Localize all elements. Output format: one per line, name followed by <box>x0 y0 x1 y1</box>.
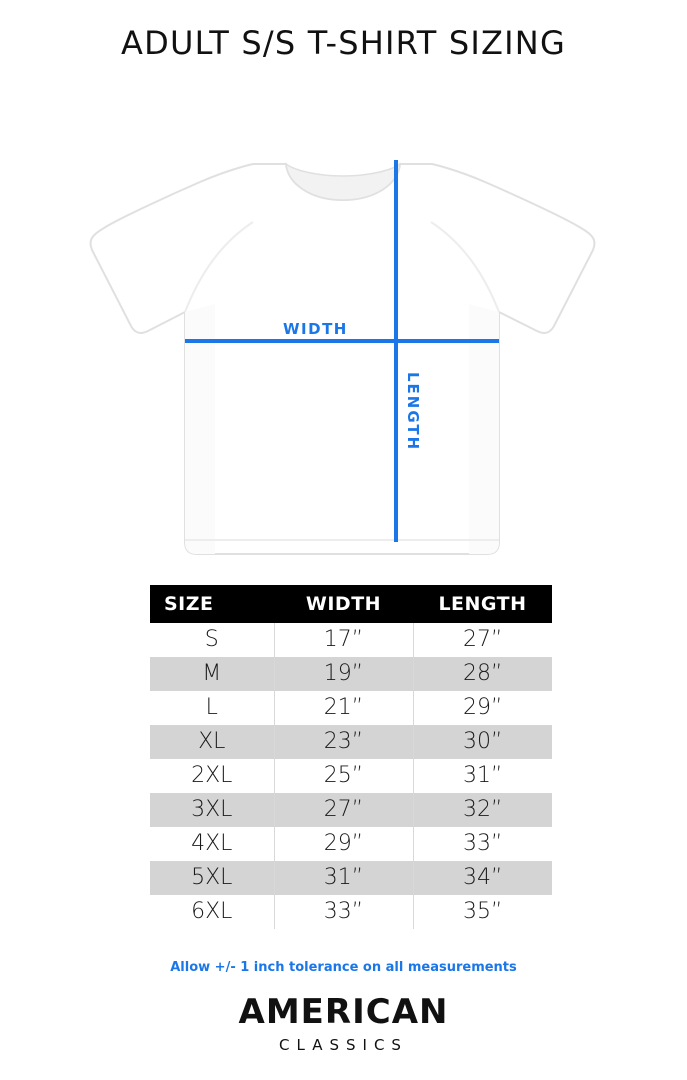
shirt-diagram <box>0 72 687 562</box>
cell-length: 27” <box>413 623 552 657</box>
tshirt-illustration <box>0 72 687 562</box>
cell-length: 28” <box>413 657 552 691</box>
cell-size: 4XL <box>150 827 274 861</box>
table-row <box>150 827 552 861</box>
cell-length: 35” <box>413 895 552 929</box>
cell-width: 31” <box>274 861 413 895</box>
table-row <box>150 623 552 657</box>
cell-width: 29” <box>274 827 413 861</box>
width-label: WIDTH <box>283 320 348 338</box>
cell-length: 33” <box>413 827 552 861</box>
cell-size: 6XL <box>150 895 274 929</box>
cell-width: 33” <box>274 895 413 929</box>
cell-size: M <box>150 657 274 691</box>
cell-size: XL <box>150 725 274 759</box>
cell-length: 34” <box>413 861 552 895</box>
size-table-container <box>150 585 538 929</box>
column-header-length: LENGTH <box>413 585 552 623</box>
brand-name: AMERICAN <box>238 992 449 1032</box>
cell-width: 25” <box>274 759 413 793</box>
table-header-row <box>150 585 552 623</box>
cell-size: 5XL <box>150 861 274 895</box>
table-row <box>150 759 552 793</box>
cell-length: 29” <box>413 691 552 725</box>
table-row <box>150 691 552 725</box>
page-title: ADULT S/S T-SHIRT SIZING <box>121 24 566 62</box>
table-row <box>150 657 552 691</box>
cell-width: 23” <box>274 725 413 759</box>
column-header-width: WIDTH <box>274 585 413 623</box>
cell-size: L <box>150 691 274 725</box>
cell-width: 21” <box>274 691 413 725</box>
brand-subtitle: CLASSICS <box>279 1036 408 1054</box>
cell-width: 17” <box>274 623 413 657</box>
cell-length: 31” <box>413 759 552 793</box>
cell-width: 27” <box>274 793 413 827</box>
cell-size: S <box>150 623 274 657</box>
size-table <box>150 585 552 929</box>
column-header-size: SIZE <box>150 585 274 623</box>
table-row <box>150 861 552 895</box>
cell-width: 19” <box>274 657 413 691</box>
table-row <box>150 895 552 929</box>
cell-length: 30” <box>413 725 552 759</box>
length-label: LENGTH <box>404 372 422 452</box>
tolerance-note: Allow +/- 1 inch tolerance on all measurements <box>170 960 517 975</box>
table-row <box>150 725 552 759</box>
brand-logo <box>0 992 687 1054</box>
cell-size: 3XL <box>150 793 274 827</box>
table-row <box>150 793 552 827</box>
cell-length: 32” <box>413 793 552 827</box>
cell-size: 2XL <box>150 759 274 793</box>
